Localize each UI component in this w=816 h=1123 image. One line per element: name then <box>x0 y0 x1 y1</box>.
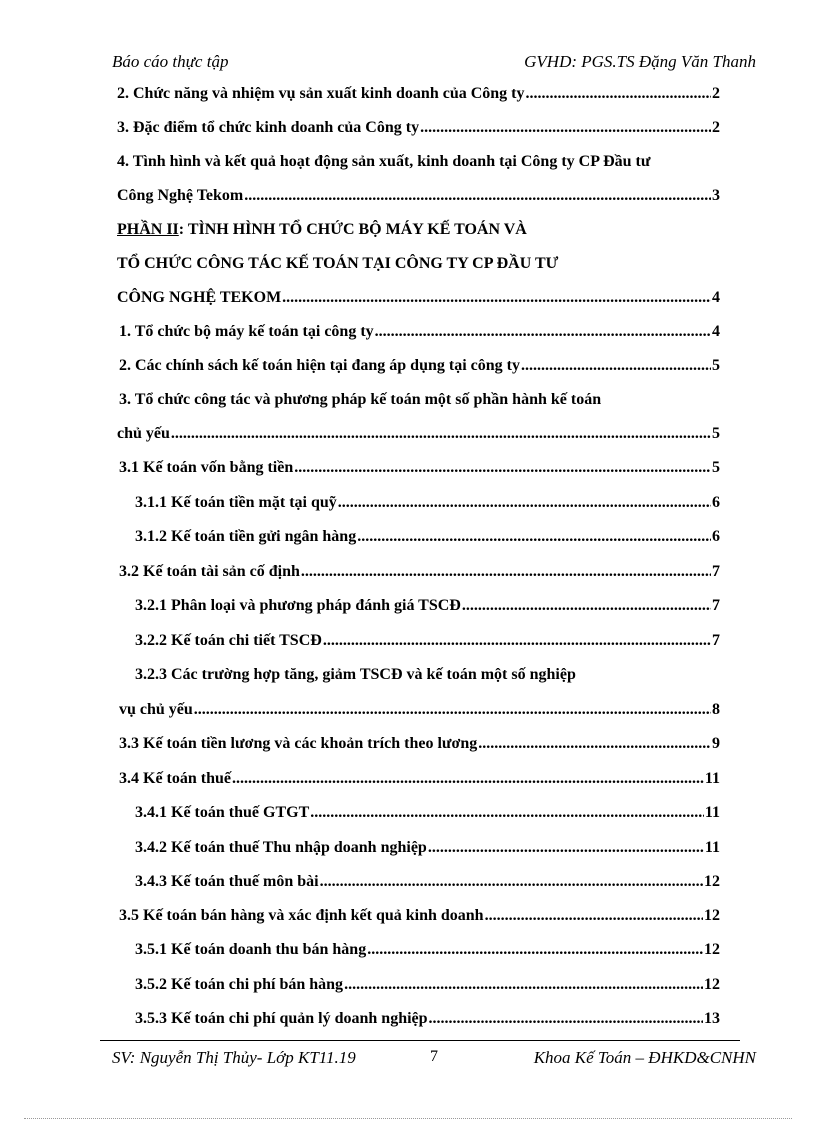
footer-faculty: Khoa Kế Toán – ĐHKD&CNHN <box>533 1048 756 1067</box>
toc-entry-page: 7 <box>712 563 720 580</box>
toc-entry-title: chủ yếu <box>117 425 170 442</box>
toc-entry-title: 3.1.1 Kế toán tiền mặt tại quỹ <box>135 494 337 511</box>
part-title-line1: : TÌNH HÌNH TỔ CHỨC BỘ MÁY KẾ TOÁN VÀ <box>178 221 527 238</box>
toc-entry <box>117 186 720 206</box>
toc-entry-title: 3.2 Kế toán tài sản cố định <box>119 563 300 580</box>
toc-entry <box>135 975 720 995</box>
toc-entry-title: CÔNG NGHỆ TEKOM <box>117 289 282 306</box>
toc-entry-title: 3.2.2 Kế toán chi tiết TSCĐ <box>135 632 322 649</box>
toc-entry-page: 11 <box>704 839 720 856</box>
toc-entry-page: 12 <box>704 873 720 890</box>
toc-entry-title: 3.4.3 Kế toán thuế môn bài <box>135 873 319 890</box>
header-report-title: Báo cáo thực tập <box>112 52 229 71</box>
toc-entry-page: 7 <box>712 597 720 614</box>
footer-student: SV: Nguyễn Thị Thủy- Lớp KT11.19 <box>112 1048 356 1067</box>
toc-entry-page: 4 <box>712 289 720 306</box>
toc-entry <box>135 872 720 892</box>
toc-entry <box>119 356 720 376</box>
footer-rule <box>100 1040 740 1041</box>
toc-entry <box>119 769 720 789</box>
toc-entry <box>117 424 720 444</box>
toc-entry-page: 11 <box>704 770 720 787</box>
toc-entry <box>135 631 720 651</box>
toc-entry-line: 3. Tổ chức công tác và phương pháp kế toán một số phần hành kế toán <box>119 391 602 408</box>
toc-entry-title: 3.1.2 Kế toán tiền gửi ngân hàng <box>135 528 357 545</box>
toc-entry-title: 3.5.3 Kế toán chi phí quản lý doanh nghiệp <box>135 1010 428 1027</box>
toc-entry-title: 1. Tổ chức bộ máy kế toán tại công ty <box>119 323 374 340</box>
toc-entry <box>119 700 720 720</box>
toc-entry-title: 2. Chức năng và nhiệm vụ sản xuất kinh doanh của Công ty <box>117 85 525 102</box>
toc-entry-title: 3. Đặc điểm tổ chức kinh doanh của Công ty <box>117 119 420 136</box>
toc-entry-page: 11 <box>704 804 720 821</box>
toc-entry-title: 3.4.2 Kế toán thuế Thu nhập doanh nghiệp <box>135 839 427 856</box>
toc-entry-title: 3.4 Kế toán thuế <box>119 770 231 787</box>
toc-entry-page: 4 <box>712 323 720 340</box>
toc-entry-title: 3.5.1 Kế toán doanh thu bán hàng <box>135 941 367 958</box>
toc-entry-page: 6 <box>712 528 720 545</box>
toc-entry-page: 13 <box>704 1010 720 1027</box>
toc-entry-page: 3 <box>712 187 720 204</box>
toc-entry-title: Công Nghệ Tekom <box>117 187 244 204</box>
toc-entry <box>135 1009 720 1029</box>
toc-entry-title: 3.1 Kế toán vốn bằng tiền <box>119 459 294 476</box>
header-supervisor: GVHD: PGS.TS Đặng Văn Thanh <box>524 52 756 71</box>
toc-entry <box>119 322 720 342</box>
toc-entry-page: 12 <box>704 976 720 993</box>
toc-entry <box>117 84 720 104</box>
toc-entry <box>135 596 720 616</box>
page-header <box>112 52 756 76</box>
toc-entry <box>135 527 720 547</box>
toc-part-heading <box>117 220 527 240</box>
toc-entry-page: 2 <box>712 85 720 102</box>
toc-entry-title: 3.2.1 Phân loại và phương pháp đánh giá TSCĐ <box>135 597 461 614</box>
footer-page-number: 7 <box>430 1048 438 1065</box>
toc-entry-title: 3.4.1 Kế toán thuế GTGT <box>135 804 310 821</box>
toc-entry <box>135 803 720 823</box>
toc-entry-page: 9 <box>712 735 720 752</box>
toc-entry-page: 7 <box>712 632 720 649</box>
part-title-line2: TỔ CHỨC CÔNG TÁC KẾ TOÁN TẠI CÔNG TY CP ĐẦU TƯ <box>117 255 559 272</box>
toc-entry-page: 6 <box>712 494 720 511</box>
toc-entry-line: 3.2.3 Các trường hợp tăng, giảm TSCĐ và kế toán một số nghiệp <box>135 666 576 683</box>
toc-entry-page: 5 <box>712 357 720 374</box>
toc-entry <box>135 940 720 960</box>
toc-entry-page: 12 <box>704 941 720 958</box>
toc-entry <box>119 562 720 582</box>
toc-entry <box>117 118 720 138</box>
toc-entry-page: 8 <box>712 701 720 718</box>
toc-entry-page: 12 <box>704 907 720 924</box>
toc-entry <box>119 458 720 478</box>
page-bottom-divider <box>24 1118 792 1119</box>
toc-entry-title: 2. Các chính sách kế toán hiện tại đang áp dụng tại công ty <box>119 357 520 374</box>
toc-entry-page: 5 <box>712 425 720 442</box>
toc-entry <box>135 838 720 858</box>
toc-entry-title: 3.5.2 Kế toán chi phí bán hàng <box>135 976 344 993</box>
toc-entry <box>119 906 720 926</box>
toc-entry <box>119 734 720 754</box>
toc-entry-line: 4. Tình hình và kết quả hoạt động sản xuất, kinh doanh tại Công ty CP Đầu tư <box>117 153 651 170</box>
toc-entry-page: 2 <box>712 119 720 136</box>
page-footer <box>112 1048 756 1070</box>
toc-entry <box>135 493 720 513</box>
part-label: PHẦN II <box>117 221 179 238</box>
toc-entry-page: 5 <box>712 459 720 476</box>
toc-entry-title: vụ chủ yếu <box>119 701 193 718</box>
toc-entry <box>117 288 720 308</box>
toc-entry-title: 3.5 Kế toán bán hàng và xác định kết quả kinh doanh <box>119 907 484 924</box>
toc-entry-title: 3.3 Kế toán tiền lương và các khoản trích theo lương <box>119 735 478 752</box>
